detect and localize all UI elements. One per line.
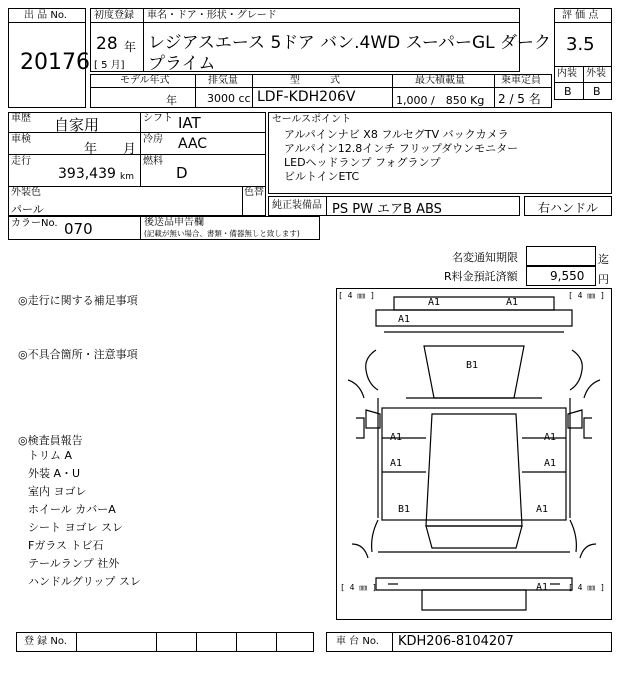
registration-no-label: 登 録 No. [24, 636, 67, 647]
equipment-label: 純正装備品 [272, 200, 322, 211]
defects-notes-label: ◎不具合箇所・注意事項 [18, 348, 138, 361]
mileage-label: 走行 [11, 156, 31, 167]
tire-rear-left: [ 4 ㎜ ] [340, 583, 377, 592]
color-no-label: カラーNo. [11, 218, 58, 229]
inspector-line-1: トリム A [28, 449, 73, 462]
driving-notes-label: ◎走行に関する補足事項 [18, 294, 138, 307]
first-registration-year: 28 [96, 34, 118, 54]
lot-number: 20176 [20, 50, 90, 75]
exterior-color-value: パール [11, 203, 44, 216]
fuel-value: D [176, 164, 188, 182]
max-load-value: 1,000 / 850 Kg [396, 94, 485, 107]
fuel-label: 燃料 [143, 156, 163, 167]
damage-mark-right-front-door: A1 [544, 432, 557, 443]
inspector-line-7: テールランプ 社外 [28, 557, 120, 570]
inspector-line-5: シート ヨゴレ スレ [28, 521, 123, 534]
vehicle-outline [336, 288, 612, 620]
inspector-line-3: 室内 ヨゴレ [28, 485, 87, 498]
model-year-unit: 年 [166, 94, 177, 107]
sales-points-label: セールスポイント [272, 114, 352, 125]
recycle-value: 9,550 [550, 269, 585, 283]
score-label: 評 価 点 [562, 10, 599, 21]
interior-score: B [564, 85, 572, 98]
car-name-line2: プライム [148, 54, 216, 74]
details-box [8, 112, 266, 216]
post-docs-label: 後送品申告欄 [144, 217, 204, 228]
inspection-label: 車検 [11, 134, 31, 145]
damage-mark-left-front-door: A1 [390, 432, 403, 443]
capacity-label: 乗車定員 [501, 75, 541, 86]
tire-rear-right: [ 4 ㎜ ] [568, 583, 605, 592]
inspector-line-8: ハンドルグリップ スレ [28, 575, 141, 588]
shift-label: シフト [143, 113, 173, 124]
sales-point-line-3: LEDヘッドランプ フォグランプ [284, 156, 441, 169]
damage-mark-front-bumper-left: A1 [428, 297, 441, 308]
damage-mark-front-panel: A1 [398, 314, 411, 325]
type-label: 型 式 [290, 75, 340, 86]
tire-front-left: [ 4 ㎜ ] [338, 291, 375, 300]
inspector-line-6: Fガラス トビ石 [28, 539, 104, 552]
history-label: 車歴 [11, 113, 31, 124]
first-registration-month: [ 5 月] [94, 60, 125, 71]
damage-mark-rear-bumper: A1 [536, 582, 549, 593]
tire-front-right: [ 4 ㎜ ] [568, 291, 605, 300]
exterior-score: B [593, 85, 601, 98]
sales-point-line-2: アルパイン12.8インチ フリップダウンモニター [284, 142, 519, 155]
vehicle-damage-diagram [336, 288, 612, 620]
inspector-line-4: ホイール カバーA [28, 503, 116, 516]
chassis-no-label: 車 台 No. [336, 636, 379, 647]
sales-point-line-4: ビルトインETC [284, 170, 360, 183]
shift-value: IAT [178, 114, 201, 132]
displacement-value: 3000 cc [207, 92, 251, 105]
lot-number-label: 出 品 No. [24, 10, 67, 21]
first-registration-year-unit: 年 [124, 40, 137, 54]
recycle-unit: 円 [598, 273, 609, 286]
first-registration-label: 初度登録 [94, 10, 134, 21]
displacement-label: 排気量 [208, 75, 238, 86]
damage-mark-right-slide-door: A1 [544, 458, 557, 469]
color-no-value: 070 [64, 220, 93, 238]
ac-value: AAC [178, 136, 208, 152]
exterior-color-label: 外装色 [11, 187, 41, 198]
damage-mark-left-slide-door: A1 [390, 458, 403, 469]
deadline-unit: 迄 [598, 253, 609, 266]
damage-mark-hood: B1 [466, 360, 479, 371]
capacity-value: 2 / 5 名 [498, 92, 541, 106]
inspector-report-label: ◎検査員報告 [18, 434, 83, 447]
interior-label: 内装 [557, 68, 577, 79]
type-value: LDF-KDH206V [257, 89, 356, 105]
mileage-value: 393,439 [58, 166, 116, 182]
car-name-line1: レジアスエース 5ドア バン.4WD スーパーGL ダーク [148, 33, 552, 53]
damage-mark-front-bumper-right: A1 [506, 297, 519, 308]
post-docs-note: (記載が無い場合、書類・備器無しと致します) [144, 229, 300, 238]
chassis-no-value: KDH206-8104207 [398, 634, 514, 649]
exterior-label: 外装 [586, 68, 606, 79]
color-change-label: 色替 [244, 187, 264, 198]
ac-label: 冷房 [143, 134, 163, 145]
recycle-label: R料金預託済額 [444, 270, 518, 283]
deadline-label: 名変通知期限 [452, 251, 518, 264]
damage-mark-left-rear: B1 [398, 504, 411, 515]
damage-mark-right-rear: A1 [536, 504, 549, 515]
deadline-box [526, 246, 596, 266]
mileage-unit: km [120, 172, 134, 182]
score-value: 3.5 [566, 34, 595, 55]
history-value: 自家用 [54, 116, 100, 134]
steering-value: 右ハンドル [538, 201, 599, 215]
car-name-label: 車名・ドア・形状・グレード [147, 10, 277, 21]
inspector-line-2: 外装 A・U [28, 467, 81, 480]
model-year-label: モデル年式 [120, 75, 170, 86]
max-load-label: 最大積載量 [415, 75, 465, 86]
sales-point-line-1: アルパインナビ X8 フルセグTV バックカメラ [284, 128, 509, 141]
equipment-value: PS PW エアB ABS [332, 202, 442, 217]
inspection-value: 年 月 [84, 142, 137, 157]
